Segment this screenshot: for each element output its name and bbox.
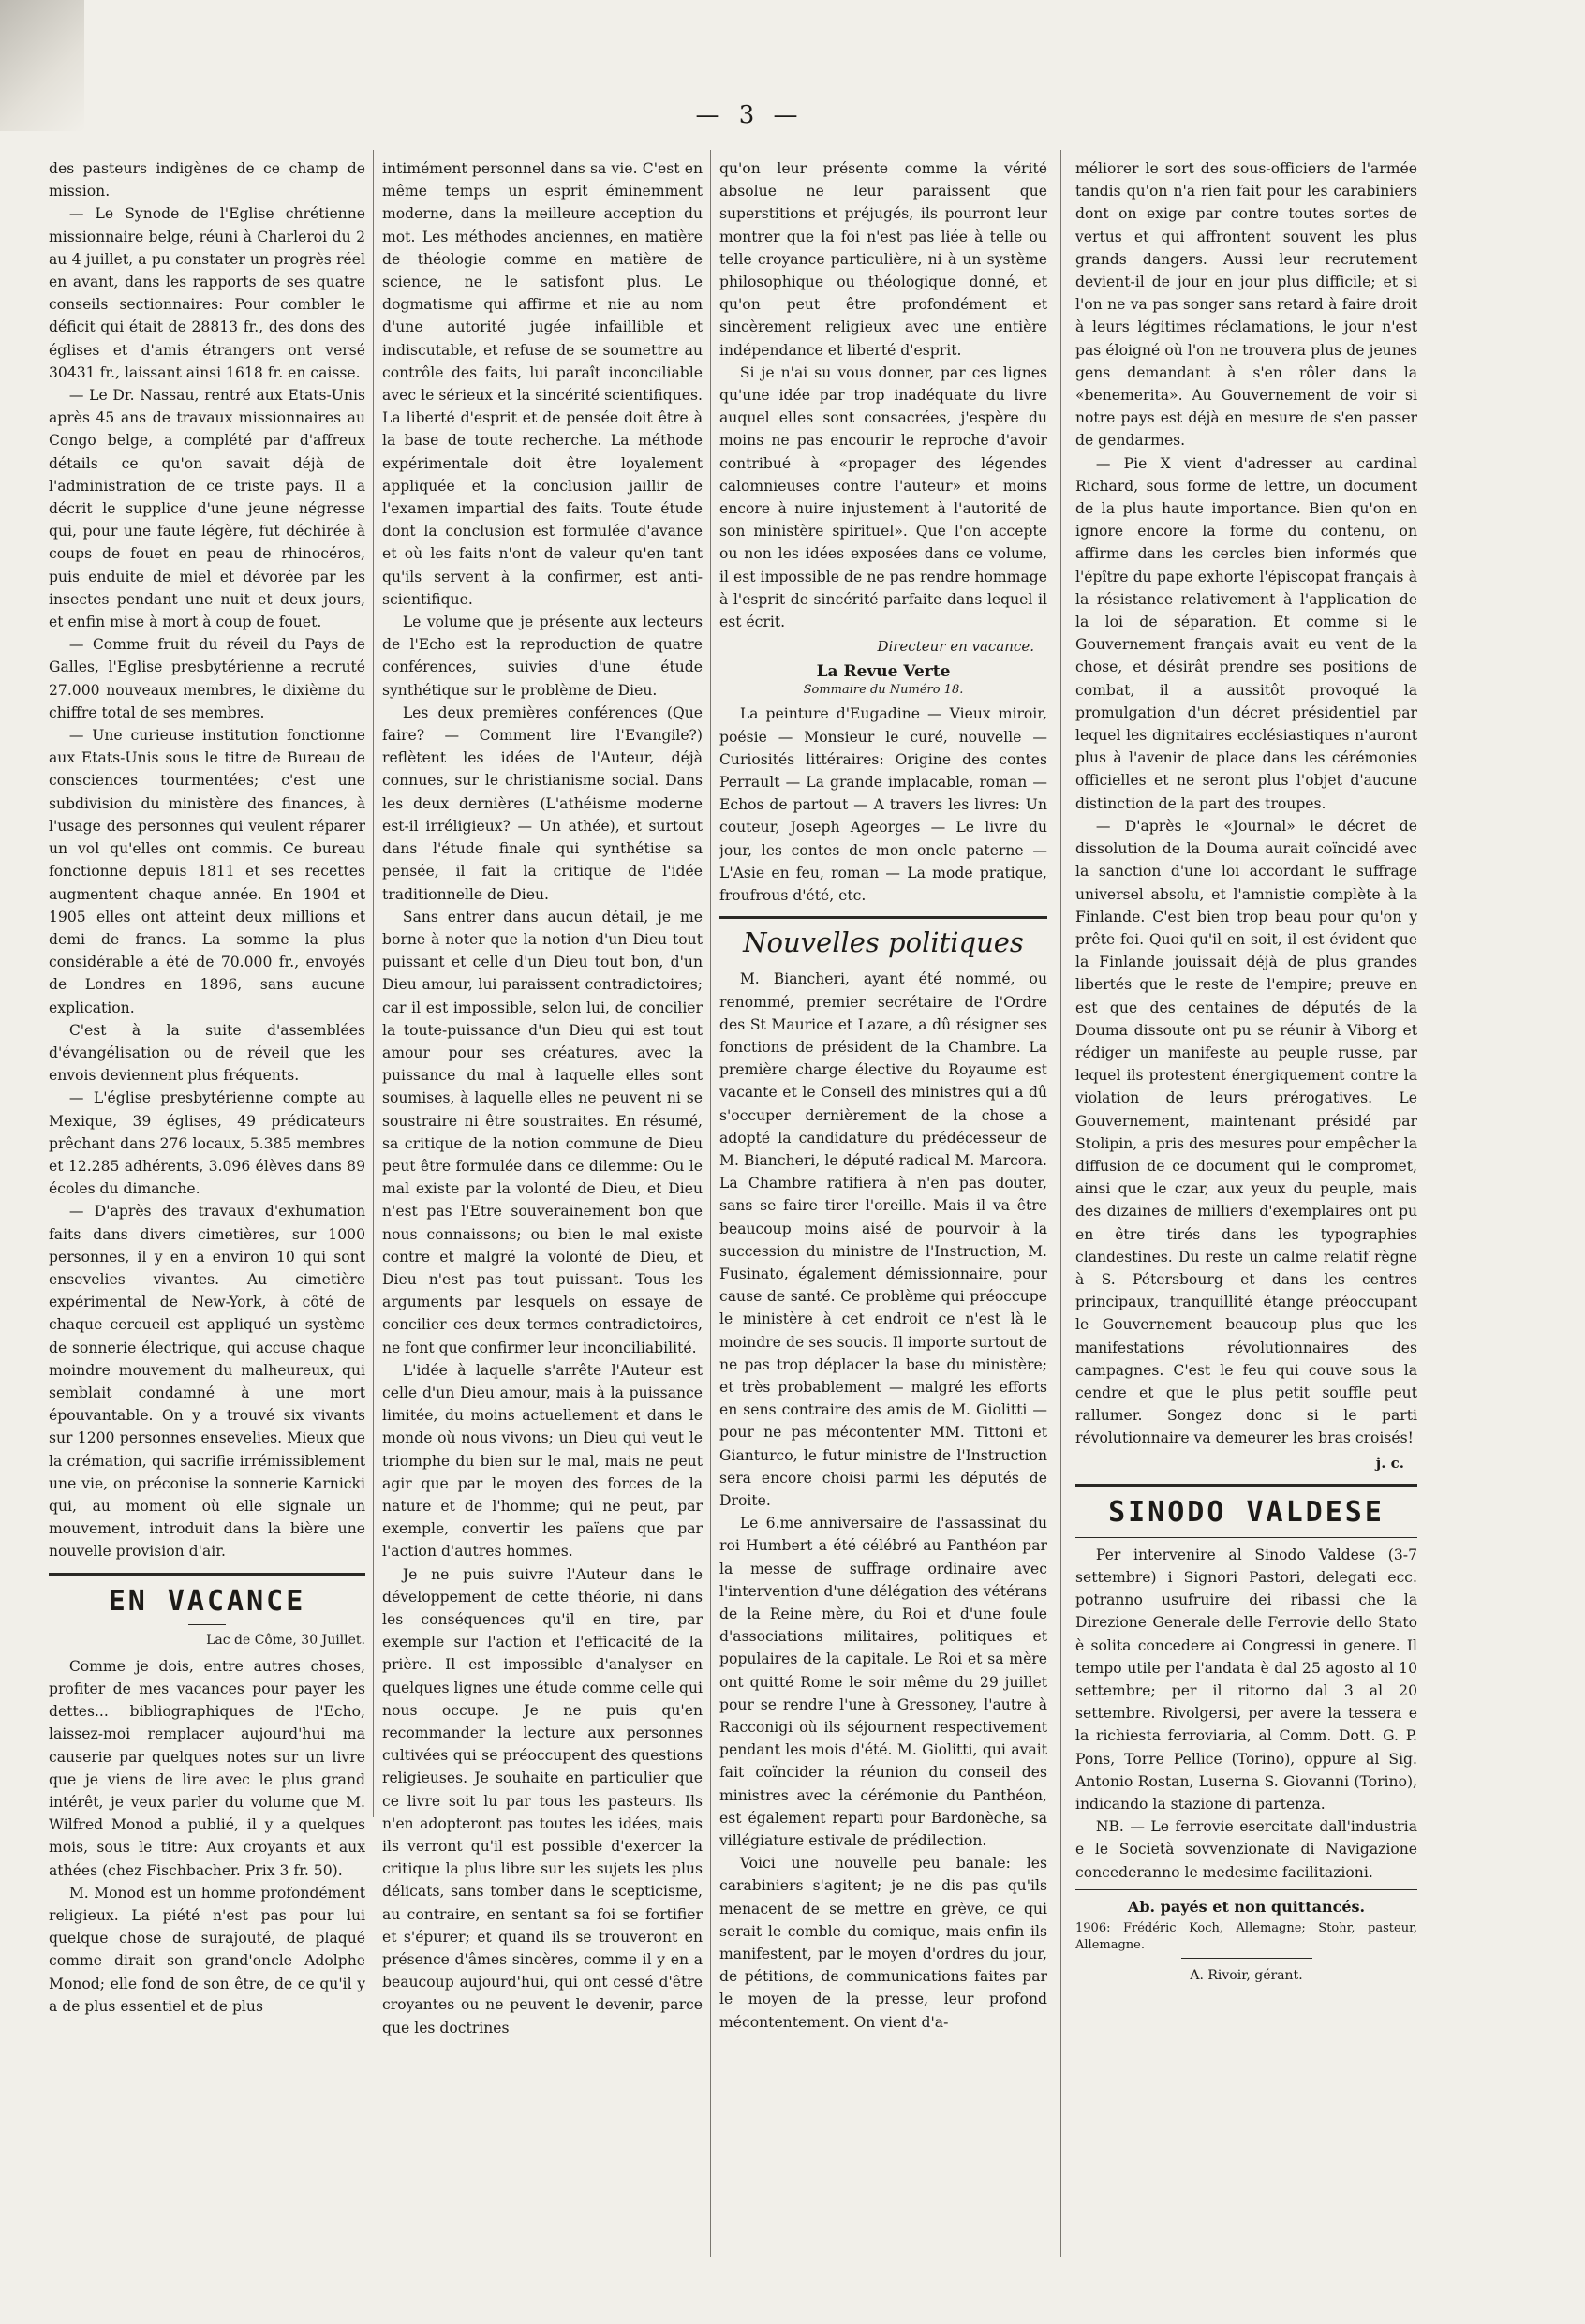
paragraph: M. Monod est un homme profondément religieux. La piété n'est pas pour lui quelque chose de surajouté, de plaqué comme dirait son grand'oncle Adolphe Monod; elle fond de son être, de ce qu'il y a de plus essentiel et de plus <box>49 1884 365 2015</box>
gerant-name: A. Rivoir, gérant. <box>1190 1968 1303 1984</box>
paragraph: méliorer le sort des sous-officiers de l'armée tandis qu'on n'a rien fait pour les carabiniers dont on exige par contre toutes sortes de vertus et qui affrontent souvent les plus grands dangers. Aussi leur recrutement devient-il de jour en jour plus difficile; et si l'on ne va pas songer sans retard à faire droit à leurs légitimes réclamations, le jour n'est pas éloigné où l'on ne trouvera plus de jeunes gens demandant à s'en rôler dans la «benemerita». Au Gouvernement de voir si notre pays est déjà en mesure de s'en passer de gendarmes. <box>1075 160 1417 450</box>
signature: Directeur en vacance. <box>877 638 1034 656</box>
paragraph: Comme je dois, entre autres choses, profiter de mes vacances pour payer les dettes... bibliographiques de l'Echo, laissez-moi remplacer aujourd'hui ma causerie par quelques notes sur un livre que je viens de lire avec le plus grand intérêt, je veux parler du volume que M. Wilfred Monod a publié, il y a quelques mois, sous le titre: Aux croyants et aux athées (chez Fischbacher. Prix 3 fr. 50). <box>49 1657 365 1879</box>
section-divider <box>1075 1537 1417 1538</box>
paragraph: qu'on leur présente comme la vérité absolue ne leur paraissent que superstitions et préjugés, ils pourront leur montrer que la foi n'est pas liée à telle ou telle croyance particulière, ni à un système philosophique ou théologique donné, et qu'on peut être profondément et sincèrement religieux avec une entière indépendance et liberté d'esprit. <box>719 160 1047 359</box>
dateline: Lac de Côme, 30 Juillet. <box>206 1632 365 1648</box>
footer-rule <box>1181 1958 1312 1959</box>
paragraph: M. Biancheri, ayant été nommé, ou renommé, premier secrétaire de l'Ordre des St Maurice et Lazare, a dû résigner ses fonctions de président de la Chambre. La première charge élective du Royaume est vacante et le Conseil des ministres qui a dû s'occuper dernièrement de la chose a adopté la candidature du prédécesseur de M. Biancheri, le député radical M. Marcora. La Chambre ratifiera à n'en pas douter, sans se faire tirer l'oreille. Mais il va être beaucoup moins aisé de pourvoir à la succession du ministre de l'Instruction, M. Fusinato, également démissionnaire, pour cause de santé. Ce problème qui préoccupe le ministère à cet endroit ce n'est là le moindre de ses soucis. Il importe surtout de ne pas trop déplacer la base du ministère; et très probablement — malgré les efforts en sens contraire des amis de M. Giolitti — pour ne pas mécontenter MM. Tittoni et Gianturco, le futur ministre de l'Instruction sera encore choisi parmi les députés de Droite. <box>719 970 1047 1509</box>
paragraph: — Une curieuse institution fonctionne aux Etats-Unis sous le titre de Bureau de consciences tourmentées; c'est une subdivision du ministère des finances, à l'usage des personnes qui veulent réparer un vol qu'elles ont commis. Ce bureau fonctionne depuis 1811 et ses recettes augmentent chaque année. En 1904 et 1905 elles ont atteint deux millions et demi de francs. La somme la plus considérable a été de 70.000 fr., envoyés de Londres en 1896, sans aucune explication. <box>49 727 365 1016</box>
revue-verte-note: Sommaire du Numéro 18. <box>803 683 964 698</box>
section-divider <box>49 1573 365 1576</box>
paragraph: Le volume que je présente aux lecteurs de l'Echo est la reproduction de quatre conférences, suivies d'une étude synthétique sur le problème de Dieu. <box>382 614 703 699</box>
paragraph: Sans entrer dans aucun détail, je me borne à noter que la notion d'un Dieu tout puissant et celle d'un Dieu tout bon, d'un Dieu amour, lui paraissent contradictoires; car il est impossible, selon lui, de concilier la toute-puissance d'un Dieu qui est tout amour pour ses créatures, avec la puissance du mal à laquelle elles sont soumises, à laquelle elles ne peuvent ni se soustraire ni être soustraites. En résumé, sa critique de la notion commune de Dieu peut être formulée dans ce dilemme: Ou le mal existe par la volonté de Dieu, et Dieu n'est pas l'Etre souverainement bon que nous connaissons; ou bien le mal existe contre et malgré la volonté de Dieu, et Dieu n'est pas tout puissant. Tous les arguments par lesquels on essaye de concilier ces deux termes contradictoires, ne font que confirmer leur inconciliabilité. <box>382 908 703 1356</box>
paragraph: L'idée à laquelle s'arrête l'Auteur est celle d'un Dieu amour, mais à la puissance limitée, du moins actuellement et dans le monde où nous vivons; un Dieu qui veut le triomphe du bien sur le mal, mais ne peut agir que par le moyen des forces de la nature et de l'homme; qui ne peut, par exemple, convertir les païens que par l'action d'autres hommes. <box>382 1361 703 1561</box>
paragraph: — Pie X vient d'adresser au cardinal Richard, sous forme de lettre, un document de la plus haute importance. Bien qu'on en ignore encore la forme du contenu, on affirme dans les cercles bien informés que l'épître du pape exhorte l'épiscopat français à la résistance relativement à l'application de la loi de séparation. Et comme si le Gouvernement français avait eu vent de la chose, et désirât prendre ses positions de combat, il a aussitôt provoqué la promulgation d'un décret présidentiel par lequel les dignitaires ecclésiastiques n'auront plus à l'avenir de place dans les cérémonies officielles et ne seront plus l'objet d'aucune distinction de la part des troupes. <box>1075 454 1417 812</box>
paragraph: Je ne puis suivre l'Auteur dans le développement de cette théorie, ni dans les conséquences qu'il en tire, par exemple sur l'action et l'efficacité de la prière. Il est impossible d'analyser en quelques lignes une étude comme celle qui nous occupe. Je ne puis qu'en recommander la lecture aux personnes cultivées qui se préoccupent des questions religieuses. Je souhaite en particulier que ce livre soit lu par tous les pasteurs. Ils n'en adopteront pas toutes les idées, mais ils verront qu'il est possible d'exercer la critique la plus libre sur les sujets les plus délicats, sans tomber dans le scepticisme, au contraire, en sentant sa foi se fortifier et s'épurer; et quand ils se trouveront en présence d'âmes sincères, comme il y en a beaucoup aujourd'hui, qui ont cessé d'être croyantes ou ne peuvent le devenir, parce que les doctrines <box>382 1565 703 2036</box>
paragraph: C'est à la suite d'assemblées d'évangélisation ou de réveil que les envois deviennent plus fréquents. <box>49 1021 365 1085</box>
paragraph: — Le Synode de l'Eglise chrétienne missionnaire belge, réuni à Charleroi du 2 au 4 juillet, a pu constater un progrès réel en avant, dans les rapports de ses quatre conseils sectionnaires: Pour combler le déficit qui était de 28813 fr., des dons des églises et d'amis étrangers ont versé 30431 fr., laissant ainsi 1618 fr. en caisse. <box>49 205 365 381</box>
footer-title: Ab. payés et non quittancés. <box>1127 1897 1366 1916</box>
paragraph: Le 6.me anniversaire de l'assassinat du roi Humbert a été célébré au Panthéon par la messe de suffrage ordinaire avec l'intervention d'une délégation des vétérans de la Reine mère, du Roi et d'une foule d'associations militaires, politiques et populaires de la capitale. Le Roi et sa mère ont quitté Rome le soir même du 29 juillet pour se rendre l'une à Gressoney, l'autre à Racconigi où ils séjournent respectivement pendant les mois d'été. M. Giolitti, qui avait fait coïncider la réunion du conseil des ministres avec la cérémonie du Panthéon, est également reparti pour Bardonèche, sa villégiature estivale de prédilection. <box>719 1515 1047 1850</box>
column-1 <box>49 157 365 2265</box>
column-rule <box>373 150 374 1817</box>
column-4 <box>1075 157 1417 2265</box>
revue-verte-title: La Revue Verte <box>816 662 951 682</box>
paragraph: — D'après des travaux d'exhumation faits dans divers cimetières, sur 1000 personnes, il y en a environ 10 qui sont ensevelies vivantes. Au cimetière expérimental de New-York, à côté de chaque cercueil est appliqué un système de sonnerie électrique, qui accuse chaque moindre mouvement du malheureux, qui semblait condamné à une mort épouvantable. On y a trouvé six vivants sur 1200 personnes ensevelies. Mieux que la crémation, qui sacrifie irrémissiblement une vie, on préconise la sonnerie Karnicki qui, au moment où elle signale un mouvement, introduit dans la bière une nouvelle provision d'air. <box>49 1203 365 1561</box>
column-2 <box>382 157 703 2265</box>
paragraph: — Comme fruit du réveil du Pays de Galles, l'Eglise presbytérienne a recruté 27.000 nouveaux membres, le dixième du chiffre total de ses membres. <box>49 636 365 721</box>
page-number: — 3 — <box>695 101 804 129</box>
paragraph: Per intervenire al Sinodo Valdese (3-7 settembre) i Signori Pastori, delegati ecc. potranno usufruire dei ribassi che la Direzione Generale delle Ferrovie dello Stato è solita concedere ai Congressi in genere. Il tempo utile per l'andata è dal 25 agosto al 10 settembre; per il ritorno dal 3 al 20 settembre. Rivolgersi, per avere la tessera e la richiesta ferroviaria, al Comm. Dott. G. P. Pons, Torre Pellice (Torino), oppure al Sig. Antonio Rostan, Luserna S. Giovanni (Torino), indicando la stazione di partenza. <box>1075 1546 1417 1813</box>
section-divider <box>1075 1484 1417 1487</box>
section-title-nouvelles-politiques: Nouvelles politiques <box>743 926 1024 959</box>
paragraph: Si je n'ai su vous donner, par ces lignes qu'une idée par trop inadéquate du livre auquel elles sont consacrées, j'espère du moins ne pas encourir le reproche d'avoir contribué à «propager des légendes calomnieuses contre l'auteur» et moins encore à nuire injustement à l'autorité de son ministère spirituel». Que l'on accepte ou non les idées exposées dans ce volume, il est impossible de ne pas rendre hommage à l'esprit de sincérité parfaite dans lequel il est écrit. <box>719 363 1047 631</box>
signature: j. c. <box>1375 1454 1404 1472</box>
paragraph: intimément personnel dans sa vie. C'est en même temps un esprit éminemment moderne, dans la meilleure acception du mot. Les méthodes anciennes, en matière de théologie comme en matière de science, ne le satisfont plus. Le dogmatisme qui affirme et nie au nom d'une autorité jugée infaillible et indiscutable, et refuse de se soumettre au contrôle des faits, lui paraît inconciliable avec le sérieux et la sincérité scientifiques. La liberté d'esprit et de pensée doit être à la base de toute recherche. La méthode expérimentale doit être loyalement appliquée et la conclusion jaillir de l'examen impartial des faits. Toute étude dont la conclusion est formulée d'avance et où les faits n'ont de valeur qu'en tant qu'ils servent à la confirmer, est anti-scientifique. <box>382 160 703 608</box>
paragraph: NB. — Le ferrovie esercitate dall'industria e le Società sovvenzionate di Navigazione concederanno le medesime facilitazioni. <box>1075 1818 1417 1881</box>
footer-text: 1906: Frédéric Koch, Allemagne; Stohr, pasteur, Allemagne. <box>1075 1921 1417 1953</box>
paragraph: — D'après le «Journal» le décret de dissolution de la Douma aurait coïncidé avec la sanction d'une loi accordant le suffrage universel absolu, et l'amnistie complète à la Finlande. C'est bien trop beau pour qu'on y prête foi. Quoi qu'il en soit, il est évident que la Finlande jouissait déjà de plus grandes libertés que le reste de l'empire; preuve en est que des centaines de députés de la Douma dissoute ont pu se réunir à Viborg et rédiger un manifeste au peuple russe, par lequel ils protestent énergiquement contre la violation de leurs prérogatives. Le Gouvernement, maintenant présidé par Stolipin, a pris des mesures pour empêcher la diffusion de ce document qui le compromet, ainsi que le czar, aux yeux du peuple, mais des dizaines de milliers d'exemplaires ont pu en être tirés dans les typographies clandestines. Du reste un calme relatif règne à S. Pétersbourg et dans les centres principaux, tranquillité étange préoccupant le Gouvernement beaucoup plus que les manifestations révolutionnaires des campagnes. C'est le feu qui couve sous la cendre et que le plus petit souffle peut rallumer. Songez donc si le parti révolutionnaire va demeurer les bras croisés! <box>1075 817 1417 1447</box>
section-divider <box>719 916 1047 919</box>
title-underline <box>188 1624 226 1625</box>
section-title-sinodo-valdese: SINODO VALDESE <box>1108 1495 1385 1529</box>
column-rule <box>1060 150 1061 2257</box>
paragraph: des pasteurs indigènes de ce champ de mission. <box>49 160 365 200</box>
paragraph: Les deux premières conférences (Que faire? — Comment lire l'Evangile?) reflètent les idées de l'Auteur, déjà connues, sur le christianisme social. Dans les deux dernières (L'athéisme moderne est-il irréligieux? — Un athée), et surtout dans l'étude finale qui synthétise sa pensée, il fait la critique de l'idée traditionnelle de Dieu. <box>382 703 703 903</box>
paragraph: — Le Dr. Nassau, rentré aux Etats-Unis après 45 ans de travaux missionnaires au Congo belge, a complété par d'affreux détails ce qu'on savait déjà de l'administration de ce triste pays. Il a décrit le supplice d'une jeune négresse qui, pour une faute légère, fut déchirée à coups de fouet en peau de rhinocéros, puis enduite de miel et dévorée par les insectes pendant une nuit et deux jours, et enfin mise à mort à coup de fouet. <box>49 387 365 631</box>
section-title-en-vacance: EN VACANCE <box>108 1584 306 1618</box>
section-divider <box>1075 1889 1417 1890</box>
column-rule <box>710 150 711 2257</box>
paragraph: La peinture d'Eugadine — Vieux miroir, poésie — Monsieur le curé, nouvelle — Curiosités littéraires: Origine des contes Perrault — La grande implacable, roman — Echos de partout — A travers les livres: Un couteur, Joseph Ageorges — Le livre du jour, les contes de mon oncle paterne — L'Asie en feu, roman — La mode pratique, froufrous d'été, etc. <box>719 705 1047 905</box>
page-corner-fold <box>0 0 84 131</box>
paragraph: Voici une nouvelle peu banale: les carabiniers s'agitent; je ne dis pas qu'ils menacent de se mettre en grève, ce qui serait le comble du comique, mais enfin ils manifestent, par le moyen d'ordres du jour, de pétitions, de communications faites par le moyen de la presse, leur profond mécontentement. On vient d'a- <box>719 1855 1047 2031</box>
paragraph: — L'église presbytérienne compte au Mexique, 39 églises, 49 prédicateurs prêchant dans 276 locaux, 5.385 membres et 12.285 adhérents, 3.096 élèves dans 89 écoles du dimanche. <box>49 1089 365 1198</box>
column-3 <box>719 157 1047 2265</box>
